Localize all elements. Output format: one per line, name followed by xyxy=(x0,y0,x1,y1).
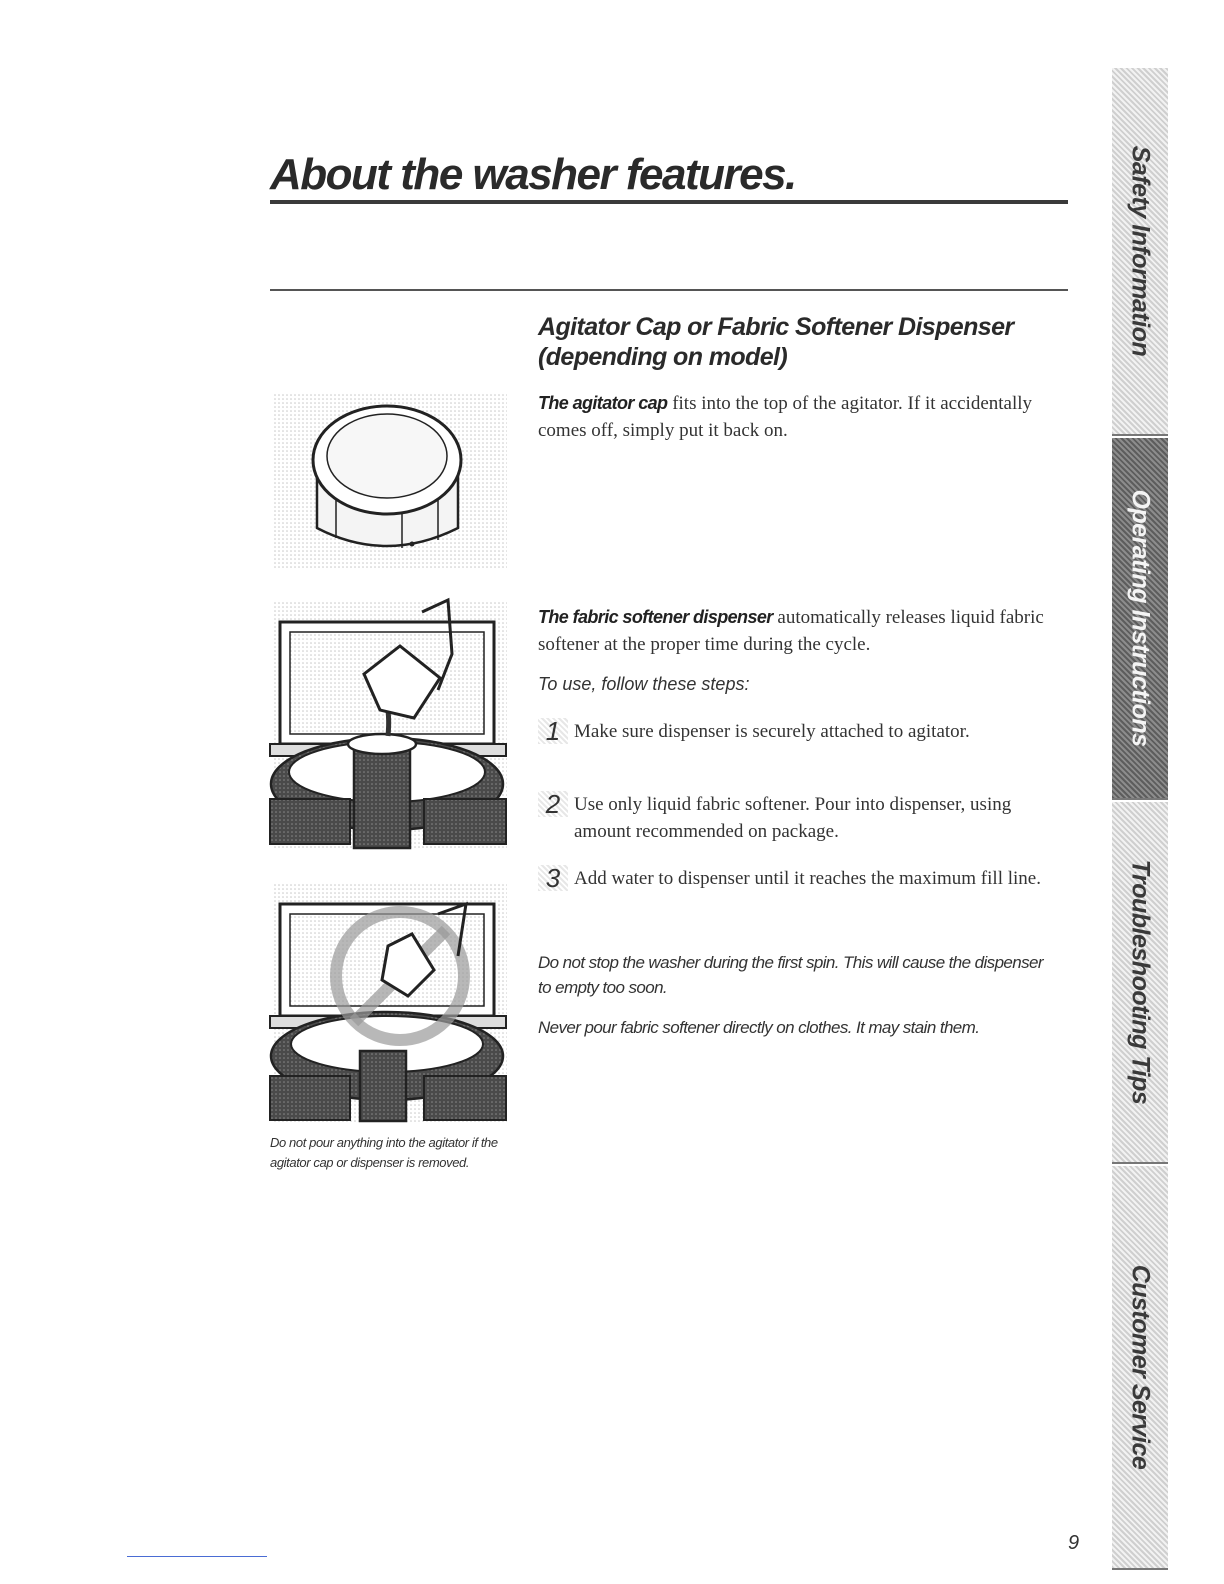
illustration-caption: Do not pour anything into the agitator if the agitator cap or dispenser is removed. xyxy=(270,1135,498,1170)
note-first-spin: Do not stop the washer during the first spin. This will cause the dispenser to empty too soon. xyxy=(538,953,1043,997)
title-rule xyxy=(270,200,1068,204)
tab-label: Customer Service xyxy=(1126,1264,1155,1470)
steps-intro: To use, follow these steps: xyxy=(538,674,750,694)
step-1 xyxy=(538,718,1068,745)
tab-label: Operating Instructions xyxy=(1126,489,1155,747)
step-number: 1 xyxy=(538,718,568,744)
dispenser-lead: The fabric softener dispenser xyxy=(538,607,773,627)
tab-operating-instructions[interactable] xyxy=(1112,438,1168,800)
tab-troubleshooting-tips[interactable] xyxy=(1112,802,1168,1164)
tab-label: Safety Information xyxy=(1126,145,1155,357)
agitator-cap-paragraph xyxy=(538,390,1058,444)
section-rule xyxy=(270,289,1068,291)
step-text: Make sure dispenser is securely attached to agitator. xyxy=(574,721,970,742)
do-not-pour-illustration xyxy=(262,876,512,1126)
pouring-softener-illustration xyxy=(262,594,512,852)
step-3 xyxy=(538,865,1068,892)
page-number: 9 xyxy=(1068,1532,1080,1554)
dispenser-text: automatically releases liquid fabric softener at the proper time during the cycle. xyxy=(538,607,1044,655)
step-2 xyxy=(538,791,1068,845)
step-text: Add water to dispenser until it reaches the maximum fill line. xyxy=(574,868,1041,889)
note-stain: Never pour fabric softener directly on clothes. It may stain them. xyxy=(538,1018,980,1037)
agitator-cap-illustration xyxy=(262,386,512,572)
agitator-cap-lead: The agitator cap xyxy=(538,393,668,413)
agitator-cap-text: fits into the top of the agitator. If it accidentally comes off, simply put it back on. xyxy=(538,393,1033,441)
step-number: 2 xyxy=(538,791,568,817)
tab-safety-information[interactable] xyxy=(1112,68,1168,436)
footer-link-line xyxy=(127,1556,267,1557)
step-text: Use only liquid fabric softener. Pour into dispenser, using amount recommended on package. xyxy=(574,794,1012,842)
section-heading-line1: Agitator Cap or Fabric Softener Dispenser xyxy=(538,313,1014,341)
tab-customer-service[interactable] xyxy=(1112,1166,1168,1570)
section-heading xyxy=(538,312,1058,372)
page-title: About the washer features. xyxy=(270,150,796,199)
step-number: 3 xyxy=(538,865,568,891)
side-tabs xyxy=(1112,68,1168,1568)
tab-label: Troubleshooting Tips xyxy=(1126,859,1155,1105)
section-heading-line2: (depending on model) xyxy=(538,343,788,371)
dispenser-paragraph xyxy=(538,604,1058,658)
